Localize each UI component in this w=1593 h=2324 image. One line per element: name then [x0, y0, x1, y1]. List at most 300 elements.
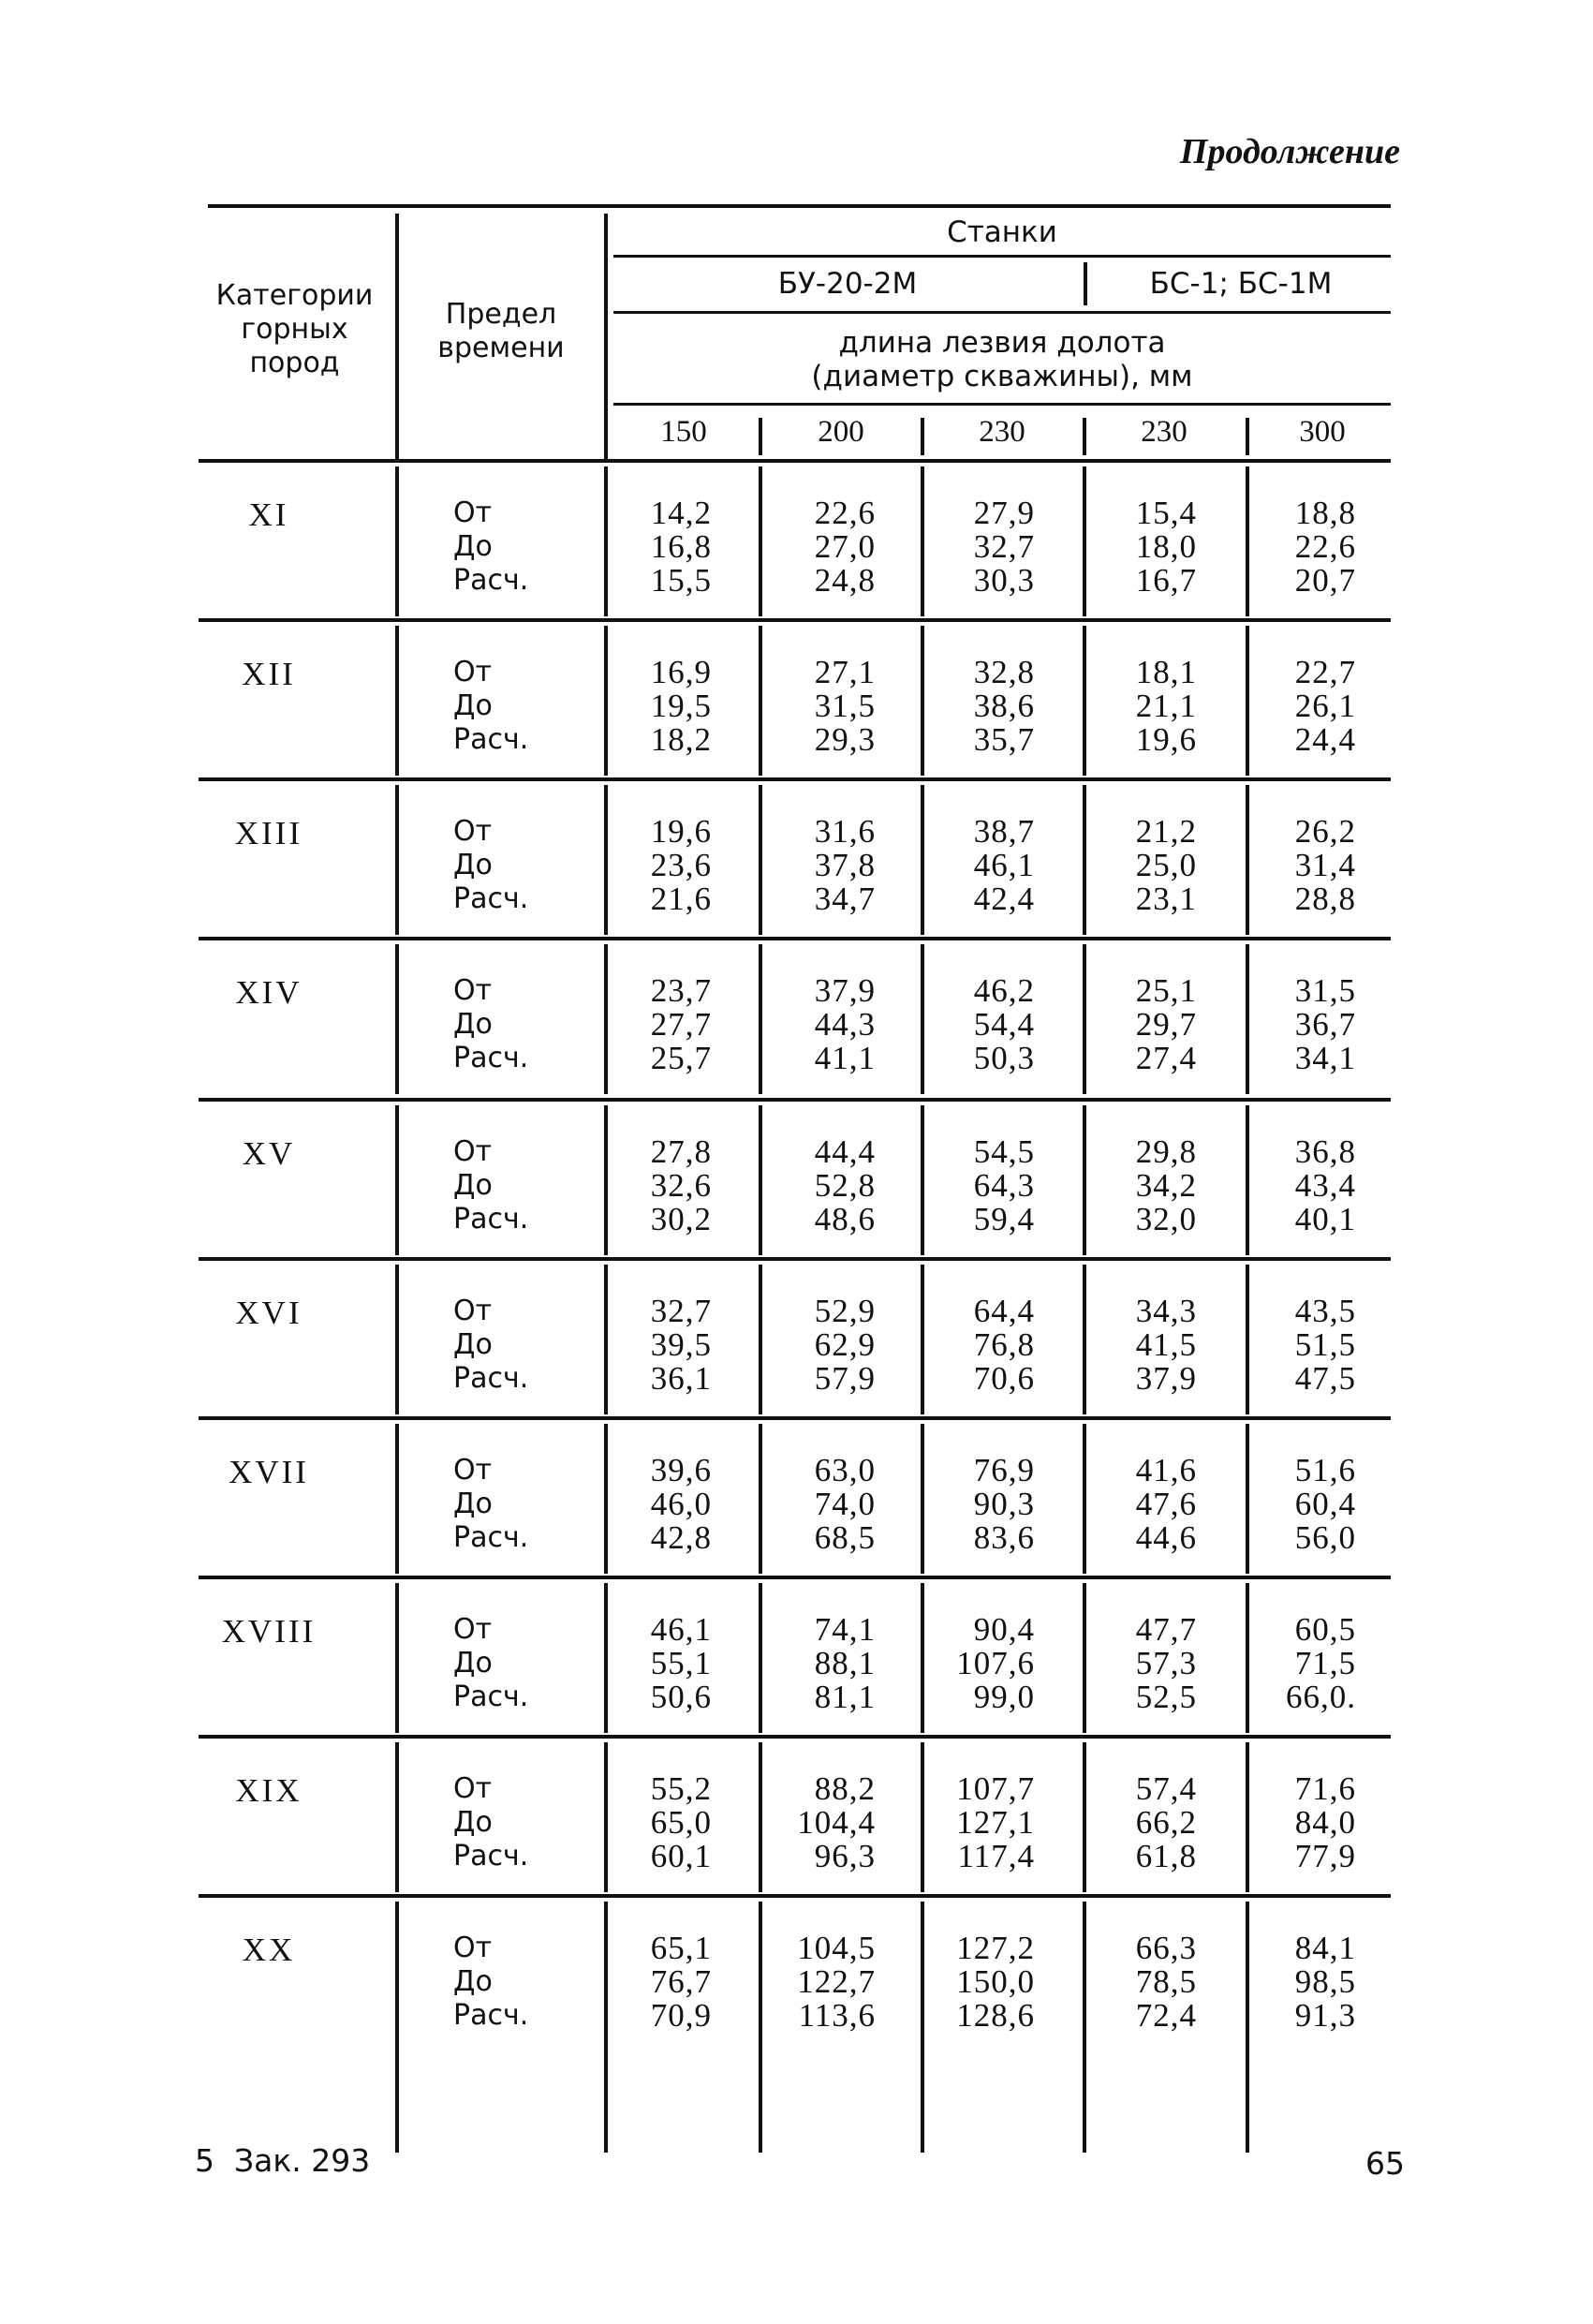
value: 26,1 [1294, 688, 1356, 724]
column-divider [1083, 1265, 1086, 1414]
value-cell [609, 974, 712, 1075]
value: 128,6 [956, 1997, 1035, 2034]
column-divider [395, 1265, 399, 1414]
value: 51,5 [1294, 1326, 1356, 1363]
value: 104,4 [797, 1804, 876, 1841]
value: 90,4 [973, 1611, 1035, 1648]
limit-label: От [453, 1772, 493, 1805]
value: 74,0 [814, 1486, 876, 1522]
value: 50,6 [650, 1679, 712, 1715]
continuation-title: Продолжение [1179, 132, 1400, 171]
value: 56,0 [1294, 1519, 1356, 1556]
category-cell: XIV [235, 974, 302, 1011]
header-divider-groups [1084, 262, 1087, 305]
value: 42,4 [973, 881, 1035, 917]
column-divider [759, 1902, 762, 2153]
limit-label: До [453, 689, 493, 722]
value: 27,7 [650, 1006, 712, 1043]
limit-label: Расч. [453, 1840, 529, 1873]
value: 22,7 [1294, 654, 1356, 690]
column-divider [759, 1105, 762, 1255]
value: 39,6 [650, 1452, 712, 1488]
limit-label: От [453, 974, 493, 1007]
header-divider-limit [604, 214, 608, 459]
value: 34,1 [1294, 1040, 1356, 1076]
row-rule [199, 1416, 1391, 1420]
column-divider [1246, 466, 1249, 616]
value-cell [1253, 1613, 1356, 1714]
value-cell [932, 1772, 1035, 1873]
value: 66,2 [1135, 1804, 1197, 1841]
limit-label: От [453, 1613, 493, 1646]
value: 60,5 [1294, 1611, 1356, 1648]
header-blade-note: длина лезвия долота (диаметр скважины), мм [811, 326, 1193, 393]
value: 59,4 [973, 1201, 1035, 1237]
limit-labels [453, 1454, 528, 1555]
header-group-bs: БС-1; БС-1М [1149, 267, 1333, 301]
column-divider [395, 785, 399, 935]
limit-label: До [453, 1647, 493, 1680]
value-cell [932, 1454, 1035, 1555]
header-divider-col-3 [1083, 418, 1086, 455]
limit-labels [453, 656, 528, 757]
limit-label: От [453, 496, 493, 529]
value-cell [609, 1454, 712, 1555]
column-divider [1083, 1902, 1086, 2153]
value: 47,5 [1294, 1360, 1356, 1397]
value-cell [932, 1932, 1035, 2033]
limit-label: До [453, 849, 493, 881]
column-divider [921, 1902, 924, 2153]
value: 68,5 [814, 1519, 876, 1556]
row-rule [199, 937, 1391, 940]
column-divider [395, 944, 399, 1094]
value: 62,9 [814, 1326, 876, 1363]
value: 48,6 [814, 1201, 876, 1237]
column-divider [604, 1583, 608, 1733]
value: 117,4 [957, 1838, 1035, 1874]
value-cell [1253, 1295, 1356, 1396]
value: 88,2 [814, 1770, 876, 1807]
value: 21,6 [650, 881, 712, 917]
value-cell [609, 1613, 712, 1714]
column-divider [1083, 1583, 1086, 1733]
page-number: 65 [1365, 2145, 1405, 2182]
column-divider [1083, 1742, 1086, 1892]
value: 76,9 [973, 1452, 1035, 1488]
value: 70,6 [973, 1360, 1035, 1397]
column-divider [1083, 626, 1086, 776]
column-header-150: 150 [660, 415, 707, 449]
value: 19,5 [650, 688, 712, 724]
value: 36,8 [1294, 1133, 1356, 1170]
value: 64,4 [973, 1293, 1035, 1329]
column-divider [1246, 944, 1249, 1094]
limit-label: Расч. [453, 1042, 529, 1074]
value: 30,3 [973, 562, 1035, 599]
value: 127,1 [956, 1804, 1035, 1841]
value-cell [609, 1295, 712, 1396]
machines-rule [613, 255, 1391, 258]
value: 52,5 [1135, 1679, 1197, 1715]
value: 96,3 [814, 1838, 876, 1874]
limit-label: Расч. [453, 1680, 529, 1713]
value: 46,1 [973, 847, 1035, 883]
value-cell [932, 496, 1035, 598]
value: 44,6 [1135, 1519, 1197, 1556]
table-top-rule [208, 204, 1391, 208]
column-divider [395, 1583, 399, 1733]
value-cell [1094, 1613, 1197, 1714]
value: 127,2 [956, 1930, 1035, 1966]
value: 84,1 [1294, 1930, 1356, 1966]
category-cell: XI [248, 496, 289, 533]
value: 32,7 [973, 528, 1035, 565]
groups-rule [613, 311, 1391, 314]
value: 20,7 [1294, 562, 1356, 599]
value: 29,8 [1135, 1133, 1197, 1170]
row-rule [199, 1576, 1391, 1579]
value-cell [1253, 1772, 1356, 1873]
value: 24,8 [814, 562, 876, 599]
value: 91,3 [1294, 1997, 1356, 2034]
limit-label: До [453, 1965, 493, 1998]
value: 32,6 [650, 1167, 712, 1204]
limit-label: Расч. [453, 1203, 529, 1236]
value-cell [609, 496, 712, 598]
value: 19,6 [650, 813, 712, 850]
value: 15,5 [650, 562, 712, 599]
category-cell: XVI [235, 1295, 302, 1331]
value: 37,9 [1135, 1360, 1197, 1397]
value: 66,3 [1135, 1930, 1197, 1966]
value-cell [932, 1295, 1035, 1396]
value: 38,7 [973, 813, 1035, 850]
value: 76,7 [650, 1963, 712, 2000]
value-cell [773, 1613, 876, 1714]
value: 41,5 [1135, 1326, 1197, 1363]
value: 18,1 [1135, 654, 1197, 690]
value: 99,0 [973, 1679, 1035, 1715]
category-cell: XV [242, 1135, 296, 1172]
header-divider-col-1 [759, 418, 762, 455]
limit-labels [453, 1613, 528, 1714]
value: 65,0 [650, 1804, 712, 1841]
limit-label: От [453, 1454, 493, 1487]
value: 41,6 [1135, 1452, 1197, 1488]
column-divider [1246, 1583, 1249, 1733]
value: 27,1 [814, 654, 876, 690]
value-cell [773, 1295, 876, 1396]
column-divider [921, 1105, 924, 1255]
value-cell [932, 1135, 1035, 1236]
value-cell [1094, 1932, 1197, 2033]
value-cell [1094, 1135, 1197, 1236]
value-cell [773, 1135, 876, 1236]
limit-label: От [453, 815, 493, 848]
value: 78,5 [1135, 1963, 1197, 2000]
value: 37,8 [814, 847, 876, 883]
value: 39,5 [650, 1326, 712, 1363]
column-divider [921, 466, 924, 616]
value-cell [1094, 1454, 1197, 1555]
column-divider [395, 466, 399, 616]
value-cell [932, 815, 1035, 916]
value: 41,1 [814, 1040, 876, 1076]
column-divider [1246, 626, 1249, 776]
column-divider [1246, 1742, 1249, 1892]
column-header-200: 200 [818, 415, 864, 449]
value: 57,3 [1135, 1645, 1197, 1681]
value: 44,4 [814, 1133, 876, 1170]
row-rule [199, 777, 1391, 781]
value: 84,0 [1294, 1804, 1356, 1841]
limit-labels [453, 1295, 528, 1396]
column-divider [604, 1424, 608, 1574]
column-divider [759, 1742, 762, 1892]
column-divider [1083, 944, 1086, 1094]
value: 27,8 [650, 1133, 712, 1170]
column-divider [1083, 785, 1086, 935]
value: 27,0 [814, 528, 876, 565]
value: 122,7 [797, 1963, 876, 2000]
column-divider [921, 1265, 924, 1414]
value: 65,1 [650, 1930, 712, 1966]
row-rule [199, 1257, 1391, 1261]
value: 104,5 [797, 1930, 876, 1966]
column-divider [604, 1902, 608, 2153]
value-cell [1094, 815, 1197, 916]
column-divider [921, 944, 924, 1094]
value: 113,6 [798, 1997, 876, 2034]
value-cell [1253, 656, 1356, 757]
column-header-300: 300 [1299, 415, 1346, 449]
column-divider [604, 944, 608, 1094]
column-divider [759, 1424, 762, 1574]
column-divider [1083, 466, 1086, 616]
value: 16,8 [650, 528, 712, 565]
value: 31,6 [814, 813, 876, 850]
value-cell [1253, 815, 1356, 916]
value: 23,6 [650, 847, 712, 883]
value: 21,2 [1135, 813, 1197, 850]
value: 64,3 [973, 1167, 1035, 1204]
value: 25,7 [650, 1040, 712, 1076]
column-divider [604, 1105, 608, 1255]
value-cell [609, 1772, 712, 1873]
value: 107,6 [956, 1645, 1035, 1681]
limit-labels [453, 1932, 528, 2033]
limit-label: Расч. [453, 1521, 529, 1554]
value-cell [773, 974, 876, 1075]
column-divider [921, 1424, 924, 1574]
value-cell [609, 815, 712, 916]
value: 57,9 [814, 1360, 876, 1397]
value: 51,6 [1294, 1452, 1356, 1488]
column-divider [395, 1105, 399, 1255]
value-cell [773, 1772, 876, 1873]
limit-label: До [453, 1328, 493, 1361]
column-divider [1083, 1424, 1086, 1574]
value: 31,5 [814, 688, 876, 724]
value: 50,3 [973, 1040, 1035, 1076]
limit-label: До [453, 1008, 493, 1041]
value: 107,7 [956, 1770, 1035, 1807]
value: 37,9 [814, 972, 876, 1009]
value: 55,1 [650, 1645, 712, 1681]
category-cell: XVII [229, 1454, 309, 1490]
value: 18,0 [1135, 528, 1197, 565]
category-cell: XX [242, 1932, 296, 1968]
limit-label: Расч. [453, 564, 529, 597]
column-divider [759, 626, 762, 776]
value: 98,5 [1294, 1963, 1356, 2000]
value: 46,1 [650, 1611, 712, 1648]
column-divider [759, 1583, 762, 1733]
value: 31,4 [1294, 847, 1356, 883]
value: 76,8 [973, 1326, 1035, 1363]
limit-label: Расч. [453, 1999, 529, 2032]
column-divider [1246, 1424, 1249, 1574]
value: 16,9 [650, 654, 712, 690]
column-divider [1246, 1105, 1249, 1255]
value: 43,4 [1294, 1167, 1356, 1204]
value: 27,4 [1135, 1040, 1197, 1076]
value: 60,1 [650, 1838, 712, 1874]
value-cell [1253, 1932, 1356, 2033]
value: 52,8 [814, 1167, 876, 1204]
column-divider [759, 466, 762, 616]
value: 22,6 [1294, 528, 1356, 565]
limit-label: От [453, 1295, 493, 1327]
value-cell [773, 656, 876, 757]
value: 74,1 [814, 1611, 876, 1648]
limit-label: Расч. [453, 1362, 529, 1395]
limit-labels [453, 815, 528, 916]
value: 60,4 [1294, 1486, 1356, 1522]
value: 66,0. [1286, 1679, 1356, 1715]
value-cell [1094, 496, 1197, 598]
value: 70,9 [650, 1997, 712, 2034]
value: 77,9 [1294, 1838, 1356, 1874]
value: 47,6 [1135, 1486, 1197, 1522]
value: 32,8 [973, 654, 1035, 690]
value: 90,3 [973, 1486, 1035, 1522]
value: 83,6 [973, 1519, 1035, 1556]
column-divider [604, 1742, 608, 1892]
value: 15,4 [1135, 495, 1197, 531]
value: 32,7 [650, 1293, 712, 1329]
value-cell [932, 1613, 1035, 1714]
value: 26,2 [1294, 813, 1356, 850]
value-cell [1094, 974, 1197, 1075]
header-divider-col-4 [1246, 418, 1249, 455]
value: 71,6 [1294, 1770, 1356, 1807]
value: 42,8 [650, 1519, 712, 1556]
column-divider [921, 1742, 924, 1892]
column-divider [604, 626, 608, 776]
value: 21,1 [1135, 688, 1197, 724]
value: 71,5 [1294, 1645, 1356, 1681]
footer-order-number: 5 Зак. 293 [195, 2142, 371, 2179]
limit-label: От [453, 656, 493, 688]
column-divider [395, 1424, 399, 1574]
value: 23,1 [1135, 881, 1197, 917]
value: 35,7 [973, 721, 1035, 758]
column-divider [921, 1583, 924, 1733]
value: 32,0 [1135, 1201, 1197, 1237]
value: 81,1 [814, 1679, 876, 1715]
value-cell [1094, 656, 1197, 757]
value-cell [932, 656, 1035, 757]
column-divider [1083, 1105, 1086, 1255]
value: 25,0 [1135, 847, 1197, 883]
value: 24,4 [1294, 721, 1356, 758]
value: 88,1 [814, 1645, 876, 1681]
column-header-230-bu: 230 [979, 415, 1025, 449]
limit-label: Расч. [453, 723, 529, 756]
value-cell [1253, 974, 1356, 1075]
value: 47,7 [1135, 1611, 1197, 1648]
row-rule [199, 1894, 1391, 1898]
column-header-230-bs: 230 [1141, 415, 1187, 449]
value: 31,5 [1294, 972, 1356, 1009]
value: 63,0 [814, 1452, 876, 1488]
column-divider [395, 1902, 399, 2153]
row-rule [199, 618, 1391, 622]
value: 61,8 [1135, 1838, 1197, 1874]
column-divider [759, 1265, 762, 1414]
value: 29,7 [1135, 1006, 1197, 1043]
column-divider [921, 626, 924, 776]
limit-labels [453, 1135, 528, 1236]
column-divider [604, 466, 608, 616]
category-cell: XII [242, 656, 296, 692]
column-divider [1246, 785, 1249, 935]
value: 72,4 [1135, 1997, 1197, 2034]
value: 18,2 [650, 721, 712, 758]
header-machines: Станки [947, 215, 1057, 249]
value: 14,2 [650, 495, 712, 531]
header-divider-col-2 [921, 418, 924, 455]
column-divider [395, 626, 399, 776]
column-divider [604, 1265, 608, 1414]
limit-label: До [453, 530, 493, 563]
column-divider [759, 785, 762, 935]
value: 19,6 [1135, 721, 1197, 758]
limit-label: До [453, 1169, 493, 1202]
limit-labels [453, 496, 528, 598]
value: 16,7 [1135, 562, 1197, 599]
header-group-bu: БУ-20-2М [777, 267, 918, 301]
column-divider [395, 1742, 399, 1892]
column-divider [921, 785, 924, 935]
value: 34,3 [1135, 1293, 1197, 1329]
limit-label: От [453, 1932, 493, 1964]
value: 38,6 [973, 688, 1035, 724]
value: 28,8 [1294, 881, 1356, 917]
row-rule [199, 1098, 1391, 1102]
value: 29,3 [814, 721, 876, 758]
value-cell [1094, 1295, 1197, 1396]
value: 52,9 [814, 1293, 876, 1329]
value: 30,2 [650, 1201, 712, 1237]
value-cell [1253, 496, 1356, 598]
value: 57,4 [1135, 1770, 1197, 1807]
value: 25,1 [1135, 972, 1197, 1009]
category-cell: XVIII [221, 1613, 317, 1650]
value: 23,7 [650, 972, 712, 1009]
